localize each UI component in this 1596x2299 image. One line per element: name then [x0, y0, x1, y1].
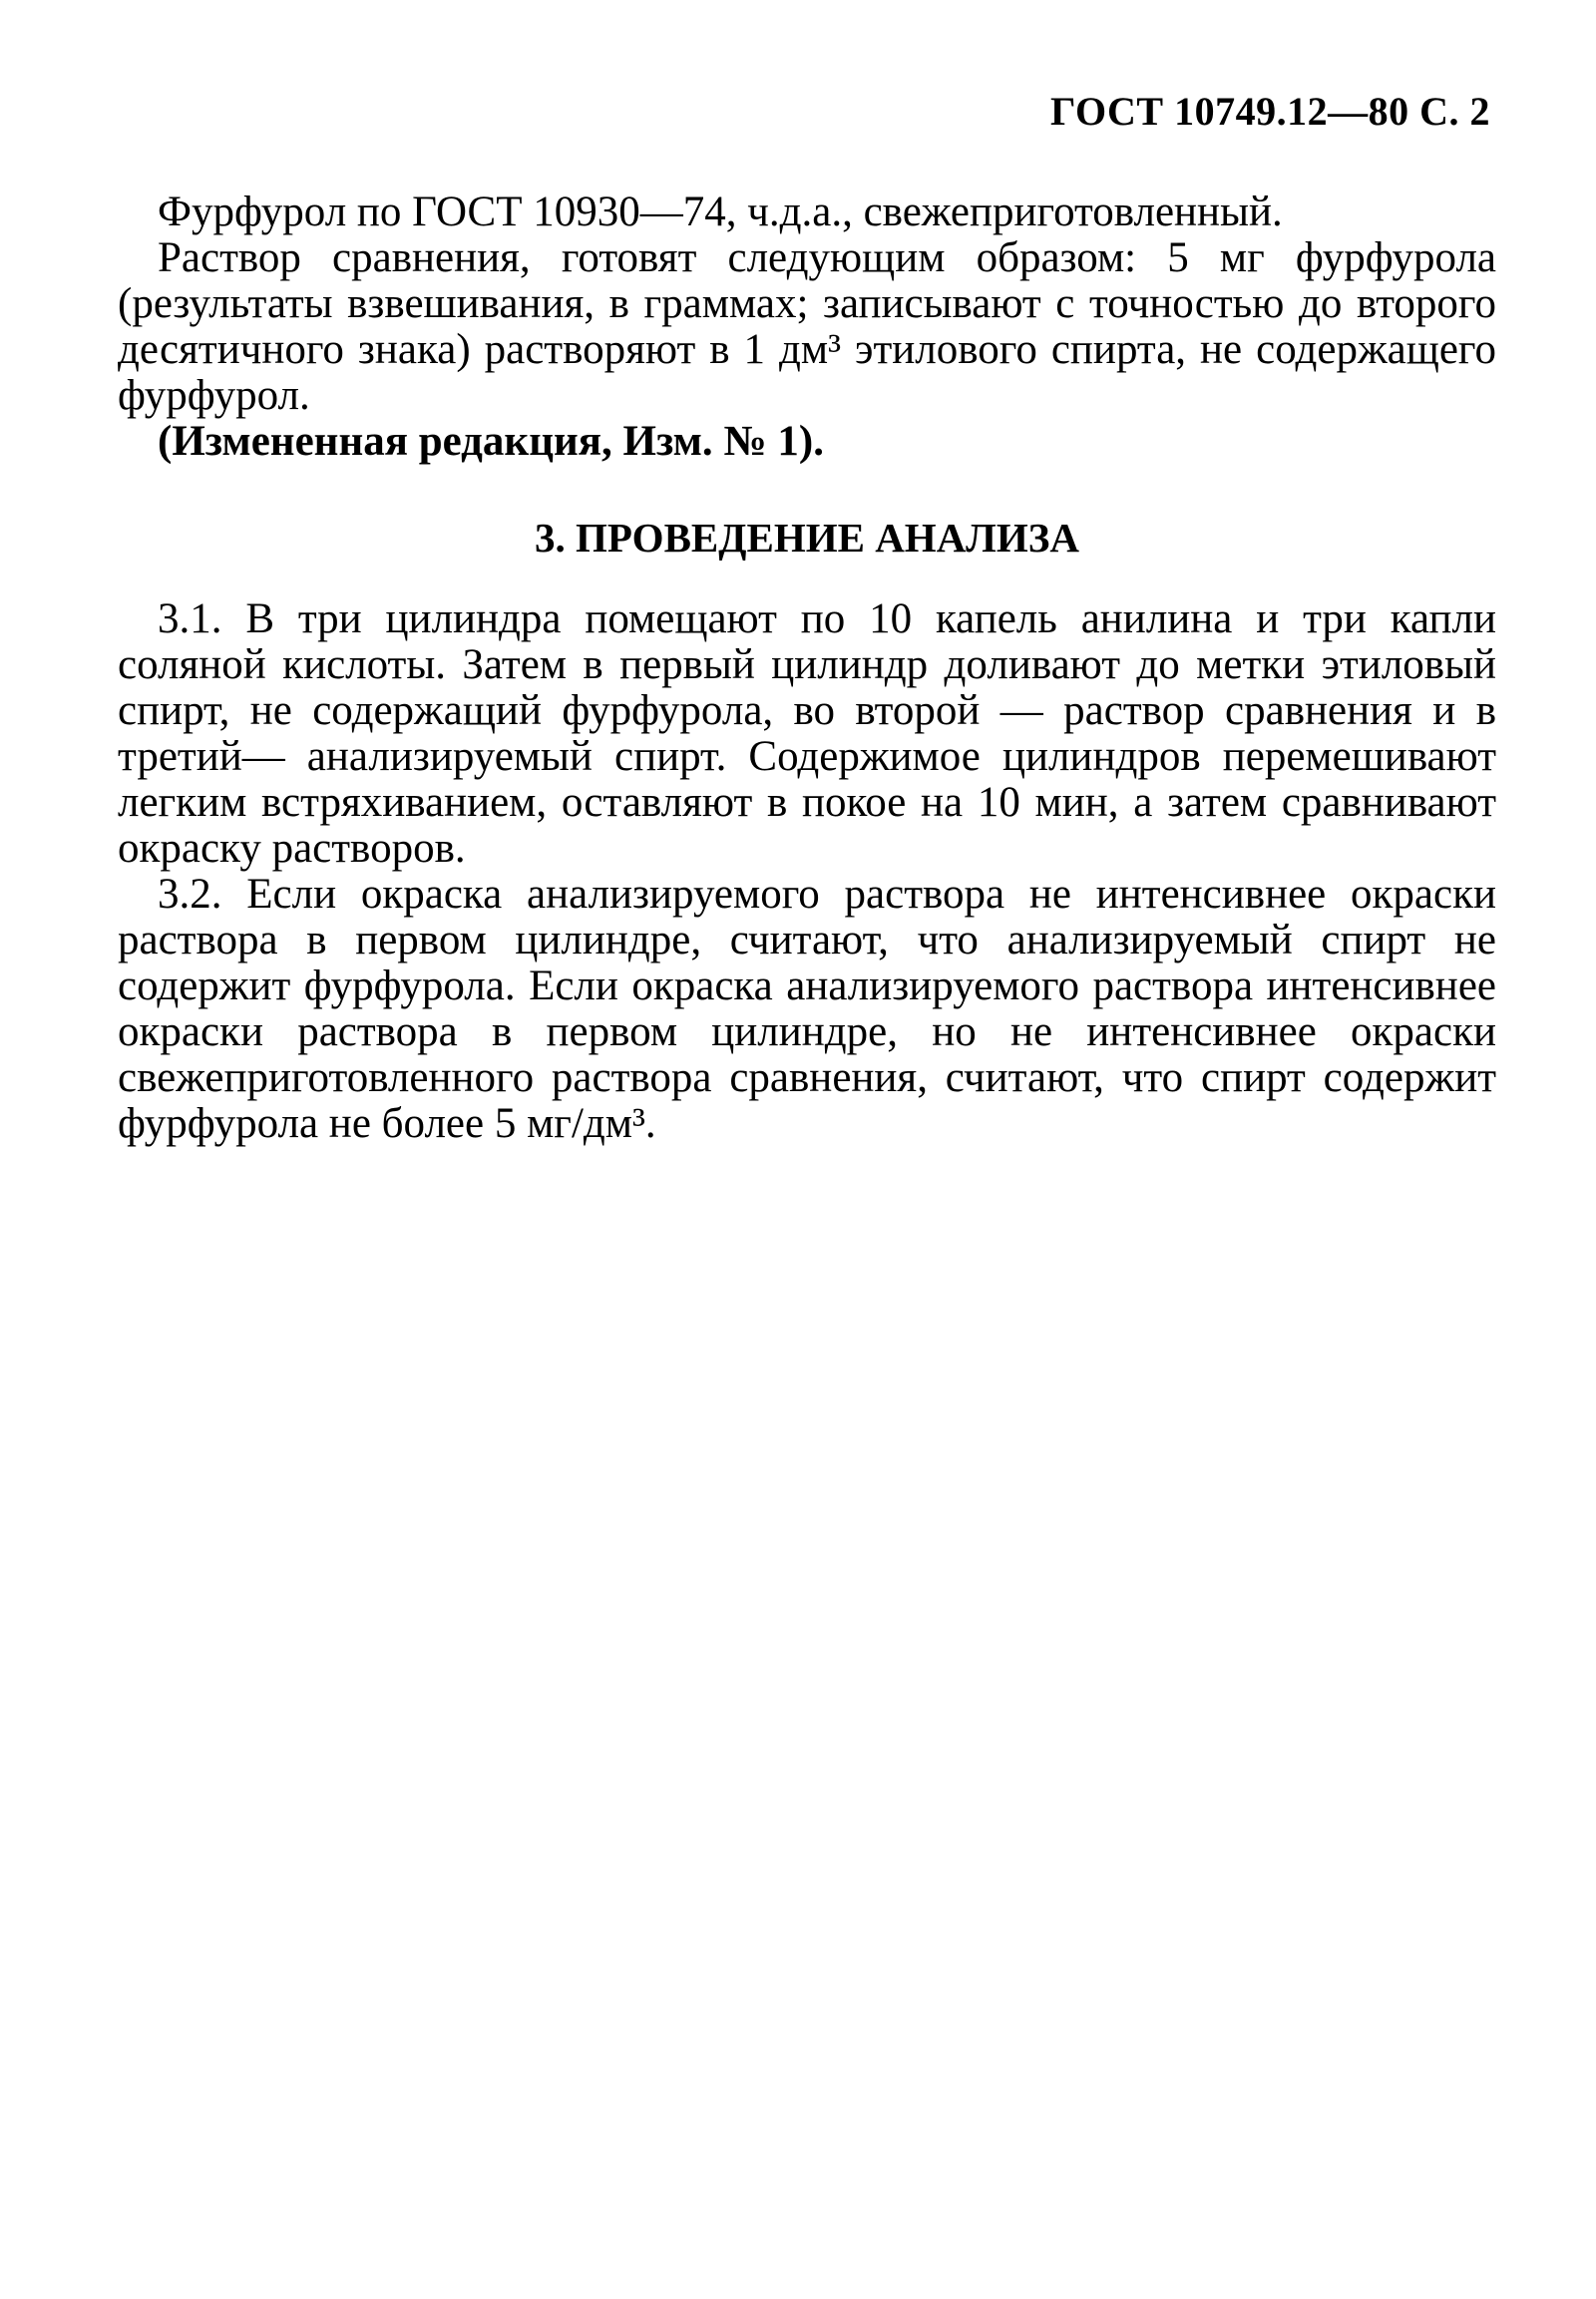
paragraph-amendment-note: (Измененная редакция, Изм. № 1).	[158, 418, 824, 465]
paragraph-reference-solution: Раствор сравнения, готовят следующим образом: 5 мг фурфурола (результаты взвешивания, в граммах; записывают с точностью до второго десятичного знака) растворяют в 1 дм³ этилового спирта, не содержащего фурфурол.	[118, 234, 1496, 419]
paragraph-3-1: 3.1. В три цилиндра помещают по 10 капель анилина и три капли соляной кислоты. Затем в первый цилиндр доливают до метки этиловый спирт, не содержащий фурфурола, во второй — раствор сравнения и в третий— анализируемый спирт. Содержимое цилиндров перемешивают легким встряхиванием, оставляют в покое на 10 мин, а затем сравнивают окраску растворов.	[118, 595, 1496, 872]
page-header: ГОСТ 10749.12—80 С. 2	[1049, 89, 1490, 134]
paragraph-3-2: 3.2. Если окраска анализируемого раствора не интенсивнее окраски раствора в первом цилиндре, считают, что анализируемый спирт не содержит фурфурола. Если окраска анализируемого раствора интенсивнее окраски раствора в первом цилиндре, но не интенсивнее окраски свежеприготовленного раствора сравнения, считают, что спирт содержит фурфурола не более 5 мг/дм³.	[118, 871, 1496, 1147]
paragraph-furfural-reagent: Фурфурол по ГОСТ 10930—74, ч.д.а., свежеприготовленный.	[158, 189, 1283, 235]
section-title: 3. ПРОВЕДЕНИЕ АНАЛИЗА	[534, 515, 1079, 561]
document-body	[118, 190, 1496, 1147]
